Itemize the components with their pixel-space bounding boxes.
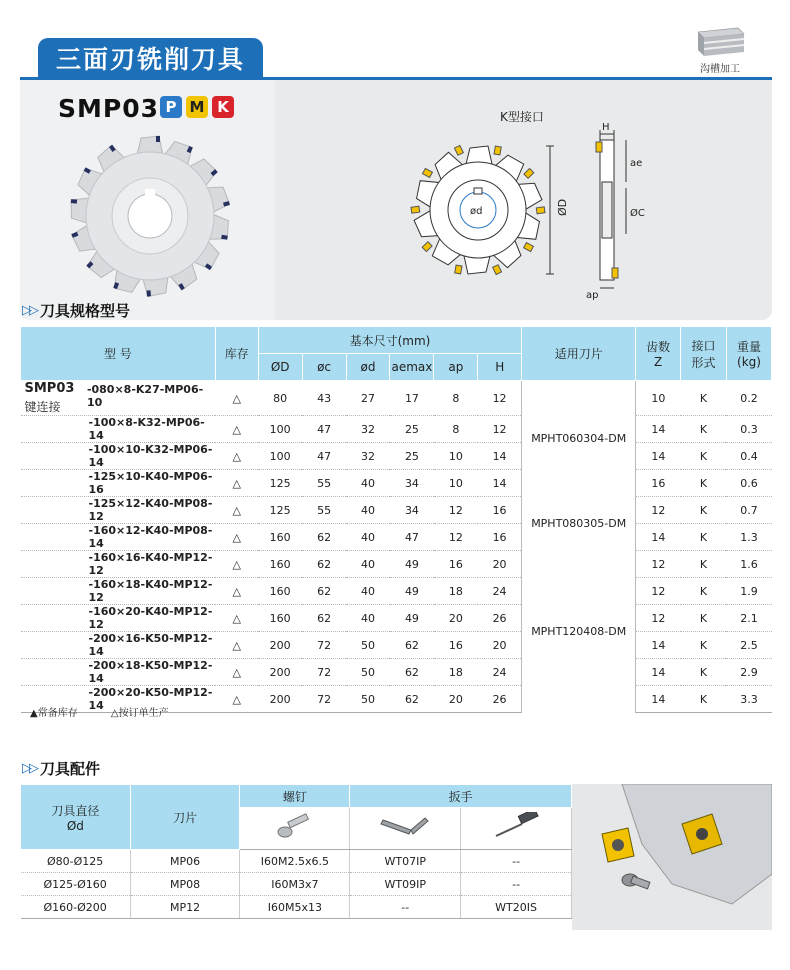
interface-cell: K [681, 659, 727, 686]
H-cell: 26 [478, 686, 522, 713]
ap-cell: 10 [434, 443, 478, 470]
d-cell: 32 [346, 416, 390, 443]
table-row [21, 605, 772, 632]
d-cell: 50 [346, 659, 390, 686]
interface-cell: K [681, 381, 727, 416]
teeth-cell: 14 [636, 416, 681, 443]
teeth-cell: 14 [636, 659, 681, 686]
d-cell: 32 [346, 443, 390, 470]
ae-cell: 47 [390, 524, 434, 551]
D-cell: 200 [258, 632, 302, 659]
interface-cell: K [681, 497, 727, 524]
ap-cell: 16 [434, 632, 478, 659]
D-cell: 160 [258, 578, 302, 605]
screw-image [240, 808, 350, 850]
dim-ap-label: ap [586, 290, 599, 301]
teeth-cell: 14 [636, 524, 681, 551]
ap-cell: 18 [434, 659, 478, 686]
weight-cell: 2.9 [726, 659, 771, 686]
interface-cell: K [681, 632, 727, 659]
d-cell: 40 [346, 551, 390, 578]
table-row [21, 551, 772, 578]
model-code: -100×10-K32-MP06-14 [88, 443, 213, 469]
page-title: 三面刃铣削刀具 [38, 38, 263, 78]
screw-icon [275, 812, 315, 842]
acc-row [21, 873, 572, 896]
weight-cell: 0.4 [726, 443, 771, 470]
table-row [21, 443, 772, 470]
spec-section-label: 刀具规格型号 [40, 302, 131, 320]
model-code: -160×16-K40-MP12-12 [88, 551, 213, 577]
D-cell: 125 [258, 497, 302, 524]
header-basic-dims: 基本尺寸(mm) [258, 327, 522, 354]
screwdriver-image [461, 808, 572, 850]
acc-screw-cell: I60M2.5x6.5 [240, 850, 350, 873]
acc-row [21, 850, 572, 873]
H-cell: 20 [478, 632, 522, 659]
acc-row [21, 896, 572, 919]
acc-w1-cell: -- [350, 896, 461, 919]
table-row [21, 497, 772, 524]
H-cell: 12 [478, 381, 522, 416]
wrench-key-image [350, 808, 461, 850]
stock-cell: △ [215, 659, 258, 686]
ae-cell: 25 [390, 416, 434, 443]
weight-cell: 0.6 [726, 470, 771, 497]
model-code-cell [21, 443, 216, 470]
c-cell: 72 [302, 632, 346, 659]
stock-legend [30, 704, 199, 719]
dim-C-label: ØC [630, 208, 645, 219]
ae-cell: 62 [390, 686, 434, 713]
model-code: -160×20-K40-MP12-12 [88, 605, 213, 631]
dim-H-label: H [602, 122, 610, 133]
header-teeth: 齿数 Z [636, 327, 681, 381]
ae-cell: 25 [390, 443, 434, 470]
weight-cell: 0.7 [726, 497, 771, 524]
ap-cell: 18 [434, 578, 478, 605]
legend-stock-std: ▲常备库存 [30, 708, 78, 719]
model-code: -125×12-K40-MP08-12 [88, 497, 213, 523]
model-code: -080×8-K27-MP06-10 [86, 383, 204, 409]
D-cell: 100 [258, 443, 302, 470]
series-sub: 键连接 [24, 400, 61, 414]
acc-section-title [22, 758, 100, 779]
model-code-cell [21, 497, 216, 524]
ap-cell: 12 [434, 497, 478, 524]
d-cell: 40 [346, 470, 390, 497]
c-cell: 55 [302, 470, 346, 497]
dim-D-label: ØD [556, 198, 569, 216]
dim-d-label: ød [470, 206, 483, 217]
torx-key-icon [375, 812, 435, 842]
stock-cell: △ [215, 416, 258, 443]
weight-cell: 2.1 [726, 605, 771, 632]
product-panel [20, 80, 772, 320]
table-row [21, 659, 772, 686]
legend-stock-order: △按订单生产 [110, 708, 169, 719]
H-cell: 24 [478, 659, 522, 686]
D-cell: 200 [258, 659, 302, 686]
model-code-cell [21, 578, 216, 605]
D-cell: 160 [258, 551, 302, 578]
interface-cell: K [681, 605, 727, 632]
model-code: -160×12-K40-MP08-14 [88, 524, 213, 550]
teeth-cell: 10 [636, 381, 681, 416]
H-cell: 16 [478, 524, 522, 551]
c-cell: 43 [302, 381, 346, 416]
accessories-table [20, 784, 572, 919]
dim-ae-label: ae [630, 158, 643, 169]
H-cell: 20 [478, 551, 522, 578]
acc-dia-cell: Ø160-Ø200 [21, 896, 131, 919]
header-D: ØD [258, 354, 302, 381]
acc-dia-cell: Ø125-Ø160 [21, 873, 131, 896]
acc-insert-cell: MP12 [130, 896, 240, 919]
screwdriver-icon [486, 812, 546, 842]
grade-p-badge: P [160, 96, 182, 118]
header-d: ød [346, 354, 390, 381]
acc-w1-cell: WT07IP [350, 850, 461, 873]
acc-insert-cell: MP06 [130, 850, 240, 873]
teeth-cell: 12 [636, 578, 681, 605]
d-cell: 27 [346, 381, 390, 416]
grade-k-badge: K [212, 96, 234, 118]
teeth-cell: 14 [636, 443, 681, 470]
header-c: øc [302, 354, 346, 381]
interface-type-label: K型接口 [500, 110, 544, 124]
weight-cell: 1.6 [726, 551, 771, 578]
cutter-photo [70, 126, 230, 306]
model-code-cell [21, 551, 216, 578]
d-cell: 40 [346, 578, 390, 605]
model-code-cell [21, 381, 216, 416]
model-code-cell [21, 524, 216, 551]
d-cell: 40 [346, 605, 390, 632]
stock-cell: △ [215, 443, 258, 470]
table-row [21, 416, 772, 443]
model-name: SMP03 [58, 94, 159, 123]
ae-cell: 34 [390, 470, 434, 497]
d-cell: 50 [346, 632, 390, 659]
acc-screw-cell: I60M3x7 [240, 873, 350, 896]
acc-header-insert: 刀片 [130, 785, 240, 850]
interface-cell: K [681, 551, 727, 578]
teeth-cell: 12 [636, 497, 681, 524]
model-code-cell [21, 659, 216, 686]
c-cell: 72 [302, 686, 346, 713]
header-ae: aemax [390, 354, 434, 381]
stock-cell: △ [215, 470, 258, 497]
ae-cell: 49 [390, 605, 434, 632]
series-name: SMP03 [24, 381, 75, 396]
spec-section-title [22, 300, 130, 321]
ae-cell: 49 [390, 578, 434, 605]
ap-cell: 8 [434, 381, 478, 416]
cutter-drawing [400, 122, 660, 302]
header-H: H [478, 354, 522, 381]
H-cell: 14 [478, 470, 522, 497]
header-ap: ap [434, 354, 478, 381]
ap-cell: 20 [434, 686, 478, 713]
acc-header-diameter: 刀具直径 Ød [21, 785, 131, 850]
model-code-cell [21, 416, 216, 443]
table-row [21, 381, 772, 416]
c-cell: 47 [302, 443, 346, 470]
weight-cell: 0.2 [726, 381, 771, 416]
table-row [21, 632, 772, 659]
d-cell: 40 [346, 497, 390, 524]
header-interface: 接口 形式 [681, 327, 727, 381]
model-code-cell [21, 470, 216, 497]
D-cell: 160 [258, 524, 302, 551]
ap-cell: 16 [434, 551, 478, 578]
weight-cell: 0.3 [726, 416, 771, 443]
ae-cell: 34 [390, 497, 434, 524]
insert-cell: MPHT060304-DM [522, 381, 636, 497]
acc-w2-cell: -- [461, 850, 572, 873]
header-insert: 适用刀片 [522, 327, 636, 381]
model-code: -200×20-K50-MP12-14 [88, 686, 213, 712]
table-row [21, 524, 772, 551]
teeth-cell: 16 [636, 470, 681, 497]
double-arrow-icon: ▷▷ [22, 303, 36, 318]
grade-m-badge: M [186, 96, 208, 118]
ae-cell: 62 [390, 632, 434, 659]
H-cell: 12 [478, 416, 522, 443]
interface-cell: K [681, 470, 727, 497]
ap-cell: 10 [434, 470, 478, 497]
ap-cell: 12 [434, 524, 478, 551]
acc-header-screw: 螺钉 [240, 785, 350, 808]
ap-cell: 8 [434, 416, 478, 443]
model-code: -125×10-K40-MP06-16 [88, 470, 213, 496]
acc-screw-cell: I60M5x13 [240, 896, 350, 919]
c-cell: 55 [302, 497, 346, 524]
ap-cell: 20 [434, 605, 478, 632]
d-cell: 50 [346, 686, 390, 713]
acc-dia-cell: Ø80-Ø125 [21, 850, 131, 873]
acc-insert-cell: MP08 [130, 873, 240, 896]
model-code-cell [21, 632, 216, 659]
table-row [21, 578, 772, 605]
teeth-cell: 14 [636, 632, 681, 659]
interface-cell: K [681, 443, 727, 470]
model-code: -200×18-K50-MP12-14 [88, 659, 213, 685]
ae-cell: 62 [390, 659, 434, 686]
c-cell: 62 [302, 524, 346, 551]
stock-cell: △ [215, 381, 258, 416]
teeth-cell: 14 [636, 686, 681, 713]
D-cell: 80 [258, 381, 302, 416]
interface-cell: K [681, 524, 727, 551]
insert-cell: MPHT080305-DM [522, 497, 636, 551]
acc-w1-cell: WT09IP [350, 873, 461, 896]
H-cell: 16 [478, 497, 522, 524]
D-cell: 125 [258, 470, 302, 497]
D-cell: 100 [258, 416, 302, 443]
H-cell: 24 [478, 578, 522, 605]
acc-w2-cell: WT20IS [461, 896, 572, 919]
table-row [21, 470, 772, 497]
c-cell: 47 [302, 416, 346, 443]
insert-and-screw-render [572, 784, 772, 930]
acc-section-label: 刀具配件 [40, 760, 101, 778]
D-cell: 200 [258, 686, 302, 713]
acc-header-wrench: 扳手 [350, 785, 572, 808]
d-cell: 40 [346, 524, 390, 551]
stock-cell: △ [215, 632, 258, 659]
stock-cell: △ [215, 686, 258, 713]
spec-table [20, 326, 772, 713]
stock-cell: △ [215, 524, 258, 551]
ae-cell: 49 [390, 551, 434, 578]
model-code-cell [21, 605, 216, 632]
model-code: -100×8-K32-MP06-14 [88, 416, 205, 442]
c-cell: 62 [302, 578, 346, 605]
insert-cell: MPHT120408-DM [522, 551, 636, 713]
header-weight: 重量 (kg) [726, 327, 771, 381]
c-cell: 62 [302, 551, 346, 578]
stock-cell: △ [215, 578, 258, 605]
groove-machining-label: 沟槽加工 [700, 64, 740, 75]
H-cell: 26 [478, 605, 522, 632]
model-code: -160×18-K40-MP12-12 [88, 578, 213, 604]
interface-cell: K [681, 686, 727, 713]
stock-cell: △ [215, 497, 258, 524]
weight-cell: 3.3 [726, 686, 771, 713]
weight-cell: 1.9 [726, 578, 771, 605]
teeth-cell: 12 [636, 551, 681, 578]
c-cell: 72 [302, 659, 346, 686]
acc-w2-cell: -- [461, 873, 572, 896]
header-model: 型 号 [21, 327, 216, 381]
stock-cell: △ [215, 551, 258, 578]
c-cell: 62 [302, 605, 346, 632]
stock-cell: △ [215, 605, 258, 632]
double-arrow-icon: ▷▷ [22, 761, 36, 776]
interface-cell: K [681, 416, 727, 443]
model-code: -200×16-K50-MP12-14 [88, 632, 213, 658]
accessory-photo [572, 784, 772, 930]
weight-cell: 1.3 [726, 524, 771, 551]
D-cell: 160 [258, 605, 302, 632]
groove-machining-icon [694, 26, 746, 60]
teeth-cell: 12 [636, 605, 681, 632]
weight-cell: 2.5 [726, 632, 771, 659]
interface-cell: K [681, 578, 727, 605]
header-stock: 库存 [215, 327, 258, 381]
ae-cell: 17 [390, 381, 434, 416]
H-cell: 14 [478, 443, 522, 470]
